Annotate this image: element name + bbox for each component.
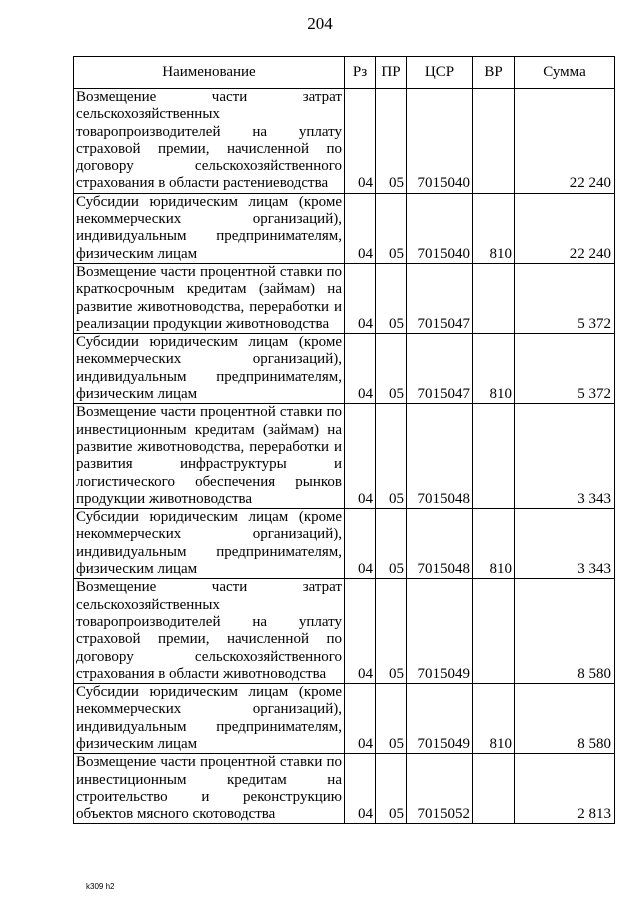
row-vr	[473, 404, 515, 509]
row-vr	[473, 579, 515, 684]
row-vr: 810	[473, 193, 515, 263]
row-pr: 05	[376, 509, 407, 579]
row-rz: 04	[345, 684, 376, 754]
row-csr: 7015040	[407, 193, 473, 263]
row-name: Возмещение части процентной ставки по инвестиционным кредитам на строительство и реконструкцию объектов мясного скотоводства	[74, 754, 345, 824]
table-row	[74, 579, 615, 684]
row-name: Субсидии юридическим лицам (кроме некоммерческих организаций), индивидуальным предпринимателям, физическим лицам	[74, 193, 345, 263]
table-row	[74, 89, 615, 194]
row-name: Возмещение части процентной ставки по инвестиционным кредитам (займам) на развитие животноводства, переработки и развития инфраструктуры и логистического обеспечения рынков продукции животноводства	[74, 404, 345, 509]
row-vr	[473, 263, 515, 333]
budget-table	[73, 56, 615, 824]
row-name: Возмещение части процентной ставки по краткосрочным кредитам (займам) на развитие животноводства, переработки и реализации продукции животноводства	[74, 263, 345, 333]
row-name: Субсидии юридическим лицам (кроме некоммерческих организаций), индивидуальным предпринимателям, физическим лицам	[74, 684, 345, 754]
row-name: Возмещение части затрат сельскохозяйственных товаропроизводителей на уплату страховой премии, начисленной по договору сельскохозяйственного страхования в области растениеводства	[74, 89, 345, 194]
row-csr: 7015049	[407, 684, 473, 754]
row-rz: 04	[345, 509, 376, 579]
row-pr: 05	[376, 684, 407, 754]
table-row	[74, 334, 615, 404]
row-csr: 7015040	[407, 89, 473, 194]
row-pr: 05	[376, 754, 407, 824]
table-row	[74, 509, 615, 579]
row-vr	[473, 89, 515, 194]
row-vr: 810	[473, 509, 515, 579]
table-row	[74, 404, 615, 509]
row-csr: 7015048	[407, 509, 473, 579]
row-pr: 05	[376, 404, 407, 509]
row-name: Субсидии юридическим лицам (кроме некоммерческих организаций), индивидуальным предпринимателям, физическим лицам	[74, 334, 345, 404]
row-rz: 04	[345, 263, 376, 333]
row-sum: 8 580	[515, 684, 615, 754]
header-vr: ВР	[473, 57, 515, 89]
table-row	[74, 754, 615, 824]
row-sum: 22 240	[515, 89, 615, 194]
table-row	[74, 263, 615, 333]
row-name: Субсидии юридическим лицам (кроме некоммерческих организаций), индивидуальным предпринимателям, физическим лицам	[74, 509, 345, 579]
row-csr: 7015048	[407, 404, 473, 509]
row-vr: 810	[473, 334, 515, 404]
row-pr: 05	[376, 334, 407, 404]
row-csr: 7015047	[407, 263, 473, 333]
row-rz: 04	[345, 404, 376, 509]
row-pr: 05	[376, 89, 407, 194]
row-csr: 7015052	[407, 754, 473, 824]
row-vr	[473, 754, 515, 824]
row-sum: 22 240	[515, 193, 615, 263]
footer-code: k309 h2	[86, 882, 115, 891]
table-row	[74, 684, 615, 754]
row-sum: 5 372	[515, 263, 615, 333]
header-rz: Рз	[345, 57, 376, 89]
row-sum: 3 343	[515, 509, 615, 579]
header-pr: ПР	[376, 57, 407, 89]
row-pr: 05	[376, 579, 407, 684]
row-sum: 5 372	[515, 334, 615, 404]
table-row	[74, 193, 615, 263]
row-csr: 7015047	[407, 334, 473, 404]
row-rz: 04	[345, 89, 376, 194]
row-vr: 810	[473, 684, 515, 754]
header-sum: Сумма	[515, 57, 615, 89]
page-number: 204	[307, 14, 333, 33]
row-pr: 05	[376, 193, 407, 263]
row-sum: 3 343	[515, 404, 615, 509]
table-header-row	[74, 57, 615, 89]
row-sum: 8 580	[515, 579, 615, 684]
row-csr: 7015049	[407, 579, 473, 684]
header-name: Наименование	[74, 57, 345, 89]
row-rz: 04	[345, 754, 376, 824]
row-pr: 05	[376, 263, 407, 333]
row-sum: 2 813	[515, 754, 615, 824]
header-csr: ЦСР	[407, 57, 473, 89]
row-name: Возмещение части затрат сельскохозяйственных товаропроизводителей на уплату страховой премии, начисленной по договору сельскохозяйственного страхования в области животноводства	[74, 579, 345, 684]
row-rz: 04	[345, 334, 376, 404]
row-rz: 04	[345, 193, 376, 263]
row-rz: 04	[345, 579, 376, 684]
